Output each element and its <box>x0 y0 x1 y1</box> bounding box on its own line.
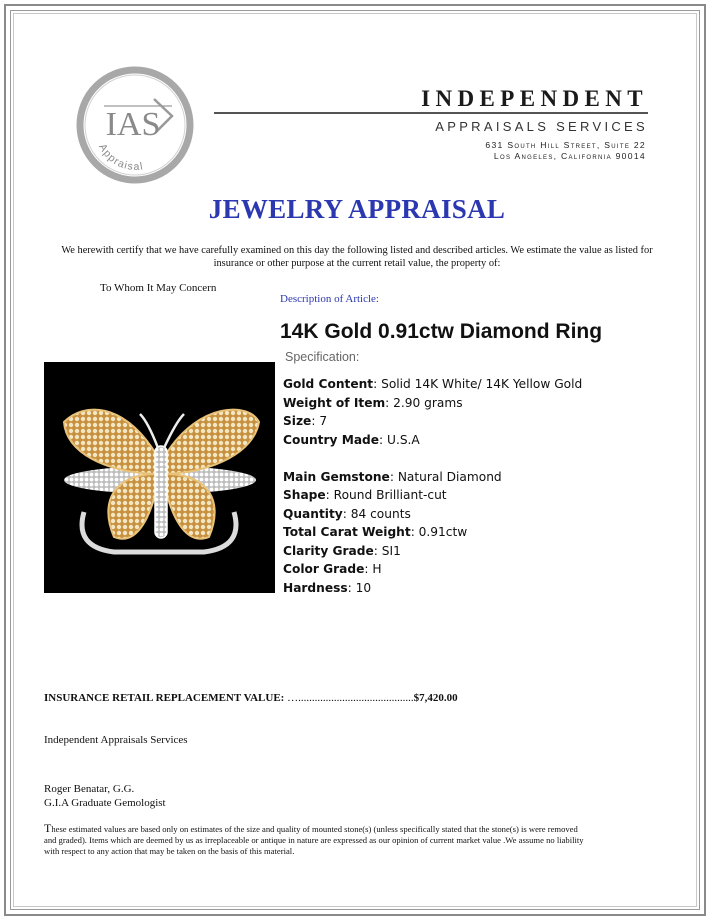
disclaimer-body: hese estimated values are based only on estimates of the size and quality of mounted stone(s) (unless specifically stated that the stone(s) is were removed and graded). Items which are deemed by us as irreplaceable or antique in nature are expressed as our opinion of current market value .We assume no liability with respect to any action that may be taken on the basis of this material. <box>44 824 584 856</box>
signature-company: Independent Appraisals Services <box>44 734 188 746</box>
company-address-line2: Los Angeles, California 90014 <box>493 151 646 161</box>
specification-label: Specification: <box>285 350 360 364</box>
spec-total-carat-weight: Total Carat Weight: 0.91ctw <box>283 525 468 539</box>
signer-block <box>44 782 166 810</box>
ring-photo <box>44 362 275 593</box>
insurance-value-amount: $7,420.00 <box>413 692 458 704</box>
insurance-value-label: INSURANCE RETAIL REPLACEMENT VALUE: <box>44 692 285 704</box>
spec-size: Size: 7 <box>283 414 328 428</box>
company-address-line1: 631 South Hill Street, Suite 22 <box>485 140 646 150</box>
spec-weight: Weight of Item: 2.90 grams <box>283 395 463 410</box>
spec-main-gemstone: Main Gemstone: Natural Diamond <box>283 469 502 484</box>
spec-hardness: Hardness: 10 <box>283 580 372 595</box>
disclaimer-initial: T <box>44 821 52 835</box>
butterfly-ring-image <box>44 362 275 593</box>
spec-spacer <box>283 449 582 468</box>
spec-quantity: Quantity: 84 counts <box>283 506 411 521</box>
document-title: JEWELRY APPRAISAL <box>208 194 506 224</box>
spec-clarity-grade: Clarity Grade: SI1 <box>283 543 401 558</box>
company-subtitle: APPRAISALS SERVICES <box>435 119 648 134</box>
logo-monogram: IAS <box>105 106 161 143</box>
insurance-value-line <box>44 692 458 704</box>
specification-list <box>283 375 582 597</box>
recipient: To Whom It May Concern <box>100 282 217 294</box>
disclaimer-text <box>44 823 589 857</box>
spec-shape: Shape: Round Brilliant-cut <box>283 488 447 502</box>
insurance-value-leader: ….......................................... <box>287 692 414 704</box>
logo-ring-text: Appraisal <box>96 141 145 174</box>
signer-name: Roger Benatar, G.G. <box>44 783 135 795</box>
company-divider <box>214 112 648 114</box>
description-label: Description of Article: <box>280 293 379 305</box>
company-name: INDEPENDENT <box>421 86 648 111</box>
ias-logo <box>76 66 194 184</box>
certification-text: We herewith certify that we have carefully examined on this day the following listed and described articles. We estimate the value as listed for insurance or other purpose at the current retail value, the property of: <box>61 245 653 269</box>
spec-country-made: Country Made: U.S.A <box>283 432 420 447</box>
spec-gold-content: Gold Content: Solid 14K White/ 14K Yellow Gold <box>283 377 583 391</box>
item-title: 14K Gold 0.91ctw Diamond Ring <box>280 320 603 343</box>
spec-color-grade: Color Grade: H <box>283 562 382 576</box>
signer-title: G.I.A Graduate Gemologist <box>44 797 166 809</box>
